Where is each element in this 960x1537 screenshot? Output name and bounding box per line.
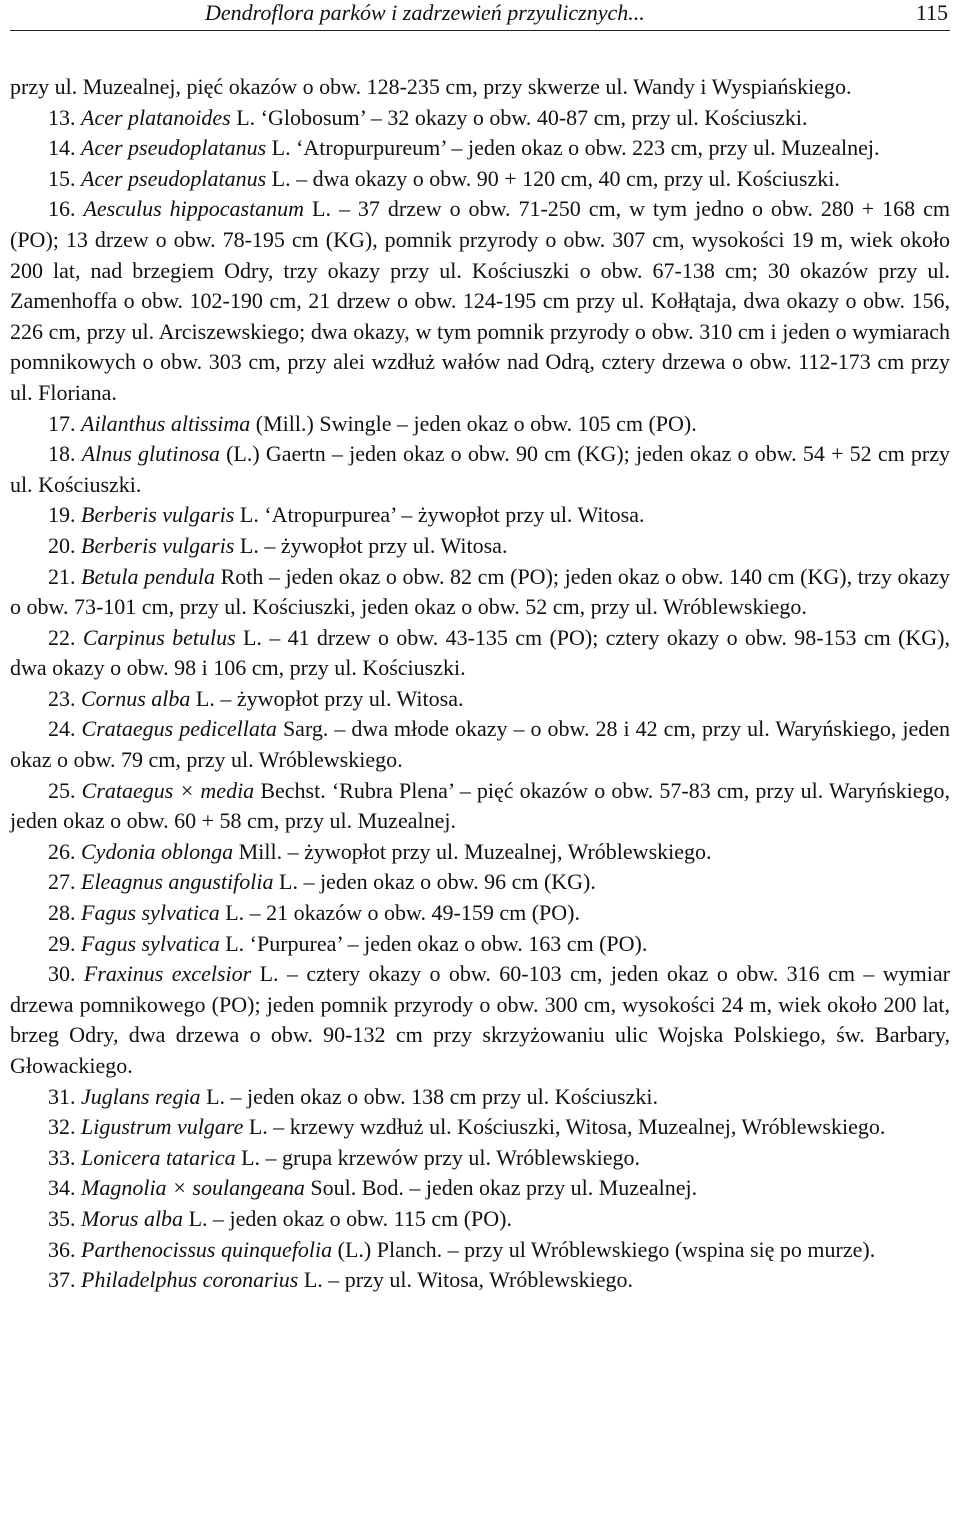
- paragraph: [10, 684, 950, 715]
- species-name: Berberis vulgaris: [81, 532, 235, 558]
- text-run: 16.: [48, 196, 84, 222]
- text-run: L. – przy ul. Witosa, Wróblewskiego.: [298, 1267, 634, 1293]
- paragraph: [10, 1265, 950, 1296]
- paragraph: [10, 439, 950, 500]
- text-run: 28.: [48, 900, 81, 926]
- species-name: Magnolia × soulangeana: [81, 1175, 305, 1201]
- paragraph: [10, 133, 950, 164]
- species-name: Fagus sylvatica: [81, 930, 220, 956]
- text-run: 24.: [48, 716, 82, 742]
- text-run: 26.: [48, 838, 81, 864]
- text-run: 18.: [48, 441, 82, 467]
- species-name: Berberis vulgaris: [81, 502, 235, 528]
- text-run: 21.: [48, 563, 82, 589]
- text-run: L. ‘Atropurpureum’ – jeden okaz o obw. 223 cm, przy ul. Muzealnej.: [266, 135, 880, 161]
- text-run: 35.: [48, 1205, 81, 1231]
- text-run: (L.) Gaertn – jeden okaz o obw. 90 cm (KG); jeden okaz o obw. 54 + 52 cm przy ul. Kościuszki.: [10, 441, 951, 497]
- paragraph: [10, 929, 950, 960]
- species-name: Cydonia oblonga: [81, 838, 234, 864]
- text-run: Sarg. – dwa młode okazy – o obw. 28 i 42 cm, przy ul. Waryńskiego, jeden okaz o obw. 79 cm, przy ul. Wróblewskiego.: [10, 716, 951, 773]
- text-run: L. – jeden okaz o obw. 138 cm przy ul. Kościuszki.: [200, 1083, 658, 1109]
- species-name: Acer pseudoplatanus: [81, 165, 267, 191]
- species-name: Fagus sylvatica: [81, 900, 220, 926]
- paragraph: [10, 409, 950, 440]
- paragraph: [10, 837, 950, 868]
- text-run: 22.: [48, 624, 83, 650]
- species-name: Aesculus hippocastanum: [83, 196, 305, 222]
- species-name: Betula pendula: [81, 563, 215, 589]
- species-name: Eleagnus angustifolia: [81, 869, 274, 895]
- text-run: L. – krzewy wzdłuż ul. Kościuszki, Witosa, Muzealnej, Wróblewskiego.: [243, 1114, 886, 1140]
- text-run: 34.: [48, 1175, 81, 1201]
- paragraph: [10, 562, 950, 623]
- paragraph: [10, 714, 950, 775]
- species-name: Cornus alba: [81, 685, 191, 711]
- text-run: L. – żywopłot przy ul. Witosa.: [234, 532, 508, 558]
- paragraph: [10, 164, 950, 195]
- paragraph: [10, 776, 950, 837]
- text-run: Roth – jeden okaz o obw. 82 cm (PO); jeden okaz o obw. 140 cm (KG), trzy okazy o obw. 73-101 cm, przy ul. Kościuszki, jeden okaz o obw. 52 cm, przy ul. Wróblewskiego.: [10, 563, 950, 620]
- text-run: 27.: [48, 869, 81, 895]
- species-name: Alnus glutinosa: [81, 441, 220, 467]
- paragraph: [10, 1235, 950, 1266]
- species-name: Parthenocissus quinquefolia: [81, 1236, 333, 1262]
- text-run: L. – 37 drzew o obw. 71-250 cm, w tym jedno o obw. 280 + 168 cm (PO); 13 drzew o obw. 78-195 cm (KG), pomnik przyrody o obw. 307 cm, wysokości 19 m, wiek około 200 lat, nad brzegiem Odry, trzy okazy przy ul. Kościuszki o obw. 67-138 cm; 30 okazów przy ul. Zamenhoffa o obw. 102-190 cm, 21 drzew o obw. 124-195 cm przy ul. Kołłątaja, dwa okazy o obw. 156, 226 cm, przy ul. Arciszewskiego; dwa okazy, w tym pomnik przyrody o obw. 310 cm i jeden o wymiarach pomnikowych o obw. 303 cm, przy alei wzdłuż wałów nad Odrą, cztery drzewa o obw. 112-173 cm przy ul. Floriana.: [10, 196, 950, 405]
- text-run: (Mill.) Swingle – jeden okaz o obw. 105 cm (PO).: [250, 410, 697, 436]
- text-run: 32.: [48, 1114, 81, 1140]
- paragraph: [10, 1173, 950, 1204]
- paragraph: [10, 194, 950, 408]
- running-header: [10, 0, 950, 31]
- paragraph: [10, 500, 950, 531]
- text-run: 29.: [48, 930, 81, 956]
- text-run: Mill. – żywopłot przy ul. Muzealnej, Wróblewskiego.: [233, 838, 712, 864]
- text-run: L. ‘Globosum’ – 32 okazy o obw. 40-87 cm, przy ul. Kościuszki.: [230, 104, 808, 130]
- text-run: 17.: [48, 410, 81, 436]
- paragraph: [10, 623, 950, 684]
- text-run: L. – 41 drzew o obw. 43-135 cm (PO); cztery okazy o obw. 98-153 cm (KG), dwa okazy o obw. 98 i 106 cm, przy ul. Kościuszki.: [10, 624, 951, 681]
- paragraph: [10, 531, 950, 562]
- text-run: L. – cztery okazy o obw. 60-103 cm, jeden okaz o obw. 316 cm – wymiar drzewa pomnikowego (PO); jeden pomnik przyrody o obw. 300 cm, wysokości 24 m, wiek około 200 lat, brzeg Odry, dwa drzewa o obw. 90-132 cm przy skrzyżowaniu ulic Wojska Polskiego, św. Barbary, Głowackiego.: [10, 961, 950, 1078]
- text-run: 20.: [48, 532, 81, 558]
- text-run: L. – jeden okaz o obw. 115 cm (PO).: [183, 1205, 512, 1231]
- text-run: 23.: [48, 685, 81, 711]
- page-number: 115: [915, 0, 948, 25]
- species-name: Morus alba: [81, 1205, 184, 1231]
- paragraph: [10, 72, 950, 103]
- paragraph: [10, 959, 950, 1081]
- text-run: 14.: [48, 135, 81, 161]
- text-run: 13.: [48, 104, 81, 130]
- species-name: Crataegus pedicellata: [81, 716, 277, 742]
- species-name: Ailanthus altissima: [81, 410, 251, 436]
- text-run: L. – dwa okazy o obw. 90 + 120 cm, 40 cm, przy ul. Kościuszki.: [266, 165, 840, 191]
- text-run: L. – jeden okaz o obw. 96 cm (KG).: [273, 869, 596, 895]
- species-name: Acer platanoides: [81, 104, 231, 130]
- paragraph: [10, 1082, 950, 1113]
- text-run: 31.: [48, 1083, 81, 1109]
- text-run: 36.: [48, 1236, 81, 1262]
- paragraph: [10, 1143, 950, 1174]
- running-title: Dendroflora parków i zadrzewień przyulicznych...: [205, 0, 645, 25]
- text-run: L. ‘Atropurpurea’ – żywopłot przy ul. Witosa.: [234, 502, 645, 528]
- text-run: przy ul. Muzealnej, pięć okazów o obw. 128-235 cm, przy skwerze ul. Wandy i Wyspiańskiego.: [10, 74, 852, 99]
- species-name: Juglans regia: [81, 1083, 201, 1109]
- paragraph: [10, 103, 950, 134]
- text-run: L. – grupa krzewów przy ul. Wróblewskiego.: [235, 1144, 640, 1170]
- paragraph: [10, 898, 950, 929]
- paragraph: [10, 1204, 950, 1235]
- text-run: 30.: [48, 961, 84, 987]
- species-name: Philadelphus coronarius: [81, 1267, 299, 1293]
- paragraph: [10, 1112, 950, 1143]
- text-run: L. – żywopłot przy ul. Witosa.: [190, 685, 464, 711]
- text-run: 19.: [48, 502, 81, 528]
- species-name: Lonicera tatarica: [81, 1144, 236, 1170]
- text-run: L. ‘Purpurea’ – jeden okaz o obw. 163 cm (PO).: [219, 930, 648, 956]
- text-run: (L.) Planch. – przy ul Wróblewskiego (wspina się po murze).: [332, 1236, 876, 1262]
- species-name: Acer pseudoplatanus: [81, 135, 267, 161]
- text-run: 33.: [48, 1144, 81, 1170]
- species-name: Crataegus × media: [81, 777, 255, 803]
- text-run: L. – 21 okazów o obw. 49-159 cm (PO).: [219, 900, 580, 926]
- text-run: Soul. Bod. – jeden okaz przy ul. Muzealnej.: [304, 1175, 698, 1201]
- text-run: 15.: [48, 165, 81, 191]
- species-name: Ligustrum vulgare: [81, 1114, 244, 1140]
- text-run: 25.: [48, 777, 82, 803]
- species-name: Carpinus betulus: [82, 624, 236, 650]
- text-run: Bechst. ‘Rubra Plena’ – pięć okazów o obw. 57-83 cm, przy ul. Waryńskiego, jeden okaz o obw. 60 + 58 cm, przy ul. Muzealnej.: [10, 777, 950, 834]
- body-text: [10, 72, 950, 1296]
- text-run: 37.: [48, 1267, 81, 1293]
- paragraph: [10, 867, 950, 898]
- species-name: Fraxinus excelsior: [83, 961, 252, 987]
